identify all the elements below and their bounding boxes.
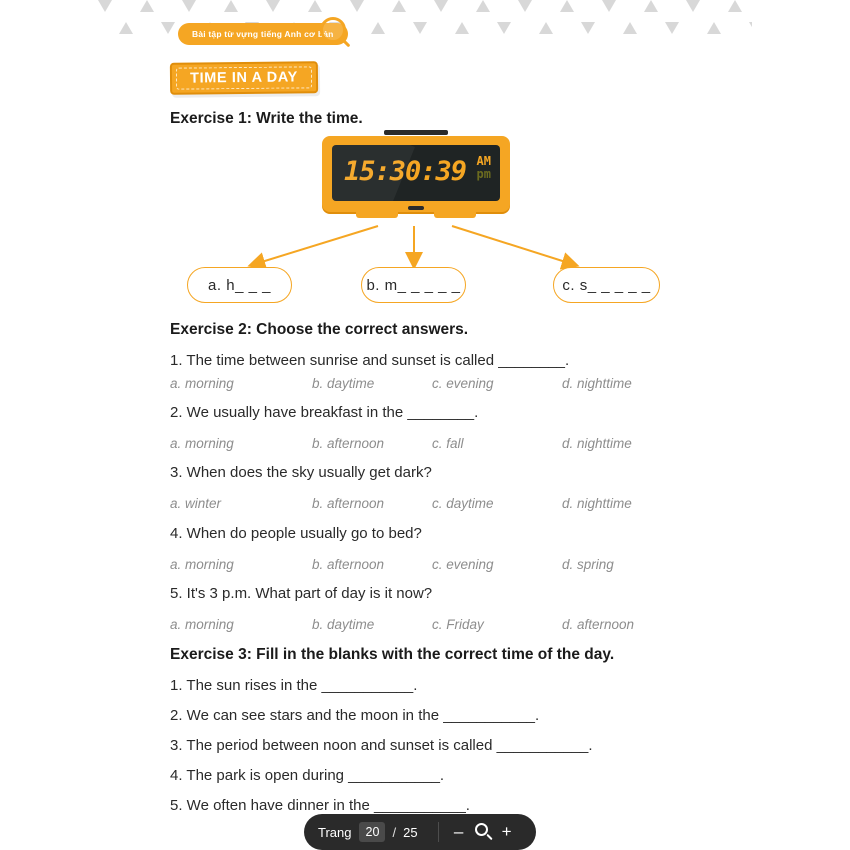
triangle-icon [518, 0, 532, 12]
option-c[interactable]: c. evening [432, 557, 494, 572]
digital-clock-illustration [322, 130, 510, 218]
option-b[interactable]: b. afternoon [312, 557, 385, 572]
triangle-icon [140, 0, 154, 12]
exercise2-question-5: 5. It's 3 p.m. What part of day is it now? [170, 585, 433, 602]
exercise3-question-1: 1. The sun rises in the ___________. [170, 677, 418, 694]
option-c[interactable]: c. evening [432, 376, 494, 391]
triangle-icon [686, 0, 700, 12]
triangle-icon [644, 0, 658, 12]
exercise3-question-5: 5. We often have dinner in the ___________. [170, 797, 470, 814]
arrow-left [255, 226, 378, 264]
option-d[interactable]: d. afternoon [562, 617, 635, 632]
triangle-icon [266, 0, 280, 12]
answer-bubble-a[interactable]: a. h_ _ _ [187, 267, 292, 303]
clock-pm-label: pm [476, 167, 491, 181]
exercise3-question-4: 4. The park is open during ___________. [170, 767, 445, 784]
clock-foot-left [356, 212, 398, 218]
magnifier-icon[interactable] [471, 820, 495, 844]
triangle-icon [476, 0, 490, 12]
answer-bubble-c[interactable]: c. s_ _ _ _ _ [553, 267, 660, 303]
current-page-input[interactable]: 20 [359, 822, 385, 842]
triangle-icon [413, 22, 427, 34]
option-a[interactable]: a. winter [170, 496, 222, 511]
clock-body [322, 136, 510, 212]
clock-foot-right [434, 212, 476, 218]
answer-bubble-b[interactable]: b. m_ _ _ _ _ [361, 267, 466, 303]
clock-am-label: AM [476, 154, 491, 168]
option-d[interactable]: d. nighttime [562, 496, 632, 511]
option-a[interactable]: a. morning [170, 376, 234, 391]
exercise2-question-3: 3. When does the sky usually get dark? [170, 464, 432, 481]
triangle-icon [434, 0, 448, 12]
zoom-in-button[interactable]: + [501, 822, 512, 841]
triangle-icon [539, 22, 553, 34]
exercise2-options-4 [170, 557, 690, 572]
option-b[interactable]: b. afternoon [312, 496, 385, 511]
exercise3-heading: Exercise 3: Fill in the blanks with the correct time of the day. [170, 646, 615, 663]
exercise2-question-2: 2. We usually have breakfast in the ________. [170, 404, 479, 421]
triangle-icon [602, 0, 616, 12]
toolbar-divider [438, 822, 439, 842]
triangle-icon [371, 22, 385, 34]
option-d[interactable]: d. nighttime [562, 376, 632, 391]
triangle-icon [350, 0, 364, 12]
page-label: Trang [318, 824, 352, 840]
triangle-icon [497, 22, 511, 34]
exercise1-heading: Exercise 1: Write the time. [170, 110, 363, 127]
clock-ampm-indicator [477, 155, 491, 181]
magnifier-icon [320, 17, 346, 43]
triangle-icon [560, 0, 574, 12]
exercise3-question-2: 2. We can see stars and the moon in the ___________. [170, 707, 540, 724]
page-separator: / [392, 824, 397, 840]
triangle-icon [392, 0, 406, 12]
page-title-banner [170, 62, 318, 94]
exercise2-question-4: 4. When do people usually go to bed? [170, 525, 422, 542]
exercise2-question-1: 1. The time between sunrise and sunset is called ________. [170, 352, 570, 369]
triangle-icon [455, 22, 469, 34]
triangle-icon [98, 0, 112, 12]
clock-top-bar [384, 130, 448, 135]
triangle-icon [707, 22, 721, 34]
clock-digits: 15:30:39 [344, 156, 467, 187]
clock-button [408, 206, 424, 210]
triangle-icon [623, 22, 637, 34]
option-d[interactable]: d. nighttime [562, 436, 632, 451]
option-c[interactable]: c. daytime [432, 496, 494, 511]
pdf-toolbar [304, 814, 536, 850]
triangle-icon [119, 22, 133, 34]
arrow-right [452, 226, 572, 264]
exercise2-options-5 [170, 617, 690, 632]
option-c[interactable]: c. Friday [432, 617, 484, 632]
exercise2-options-1 [170, 376, 690, 391]
exercise2-options-3 [170, 496, 690, 511]
exercise3-question-3: 3. The period between noon and sunset is called ___________. [170, 737, 593, 754]
triangle-icon [581, 22, 595, 34]
triangle-icon [161, 22, 175, 34]
option-b[interactable]: b. daytime [312, 376, 375, 391]
triangle-row [98, 0, 752, 12]
option-a[interactable]: a. morning [170, 557, 234, 572]
exercise2-options-2 [170, 436, 690, 451]
triangle-icon [665, 22, 679, 34]
triangle-icon [182, 0, 196, 12]
triangle-icon [308, 0, 322, 12]
zoom-out-button[interactable]: – [453, 822, 464, 841]
option-a[interactable]: a. morning [170, 436, 234, 451]
option-d[interactable]: d. spring [562, 557, 614, 572]
page-title: TIME IN A DAY [190, 69, 298, 87]
triangle-icon [749, 22, 752, 34]
triangle-icon [224, 0, 238, 12]
clock-screen [332, 145, 500, 201]
total-pages: 25 [403, 824, 418, 840]
brand-pill: Bài tập từ vựng tiếng Anh cơ bản [178, 23, 348, 45]
option-b[interactable]: b. daytime [312, 617, 375, 632]
option-b[interactable]: b. afternoon [312, 436, 385, 451]
exercise2-heading: Exercise 2: Choose the correct answers. [170, 321, 469, 338]
option-a[interactable]: a. morning [170, 617, 234, 632]
triangle-icon [728, 0, 742, 12]
option-c[interactable]: c. fall [432, 436, 464, 451]
